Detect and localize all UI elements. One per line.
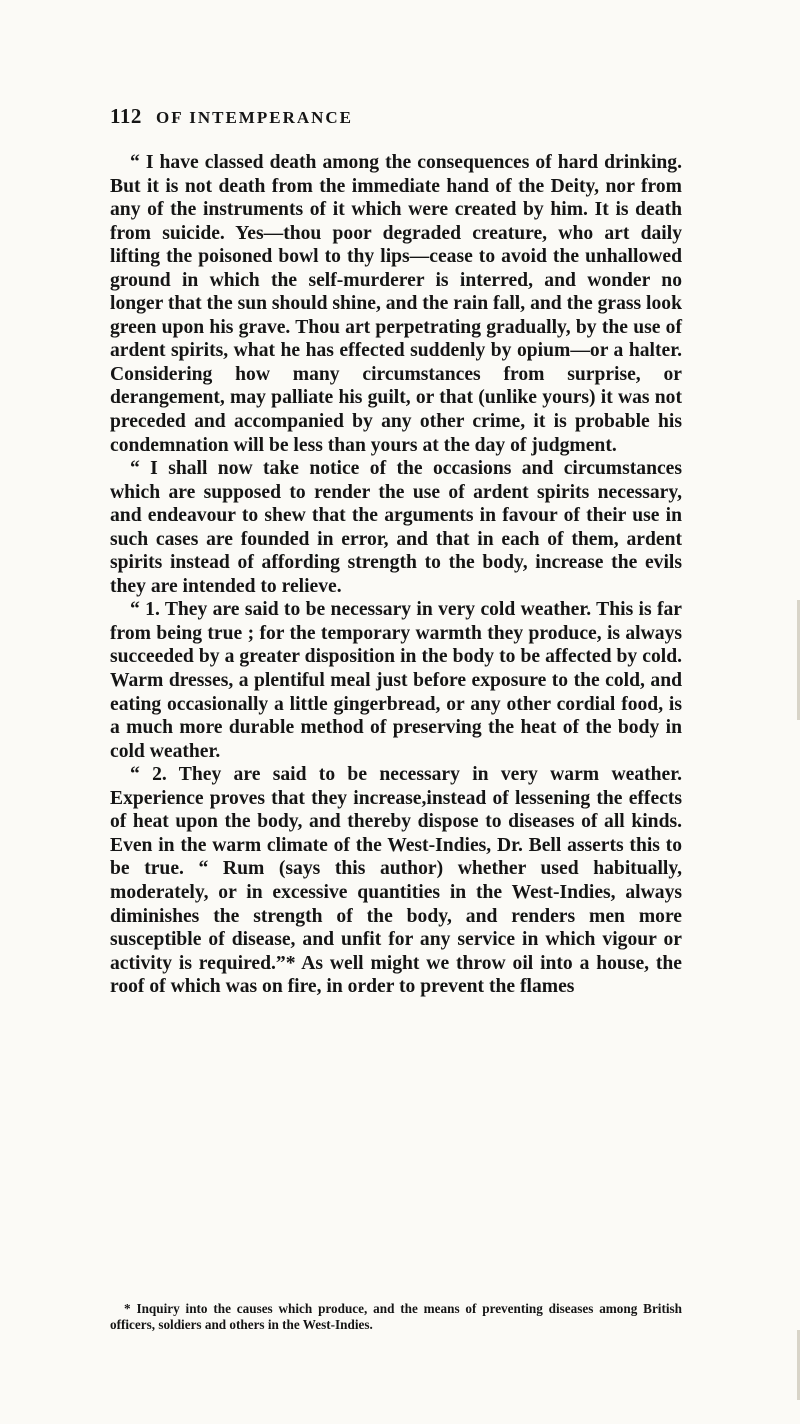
page-number: 112 [110,104,142,128]
body-text [110,151,682,999]
paragraph-occasions: “ I shall now take notice of the occasions and circumstances which are supposed to render the use of ardent spirits necessary, and endeavour to shew that the arguments in favour of their use in such cases are founded in error, and that in each of them, ardent spirits instead of affording strength to the body, increase the evils they are intended to relieve. [110,458,682,597]
running-title: OF INTEMPERANCE [156,108,354,127]
paragraph-warm-weather: “ 2. They are said to be necessary in very warm weather. Experience proves that they increase,instead of lessening the effects of heat upon the body, and thereby dispose to diseases of all kinds. Even in the warm climate of the West-Indies, Dr. Bell asserts this to be true. “ Rum (says this author) whether used habitually, moderately, or in excessive quantities in the West-Indies, always diminishes the strength of the body, and renders men more susceptible of disease, and unfit for any service in which vigour or activity is required.”* As well might we throw oil into a house, the roof of which was on fire, in order to prevent the flames [110,764,682,998]
running-head [110,104,670,134]
footnote: * Inquiry into the causes which produce, and the means of preventing diseases among British officers, soldiers and others in the West-Indies. [110,1301,682,1332]
paragraph-suicide: “ I have classed death among the consequences of hard drinking. But it is not death from the immediate hand of the Deity, nor from any of the instruments of it which were created by him. It is death from suicide. Yes—thou poor degraded creature, who art daily lifting the poisoned bowl to thy lips—cease to avoid the unhallowed ground in which the self-murderer is interred, and wonder no longer that the sun should shine, and the rain fall, and the grass look green upon his grave. Thou art perpetrating gradually, by the use of ardent spirits, what he has effected suddenly by opium—or a halter. Considering how many circumstances from surprise, or derangement, may palliate his guilt, or that (unlike yours) it was not preceded and accompanied by any other crime, it is probable his condemnation will be less than yours at the day of judgment. [110,152,682,456]
paragraph-cold-weather: “ 1. They are said to be necessary in very cold weather. This is far from being true ; for the temporary warmth they produce, is always succeeded by a greater disposition in the body to be affected by cold. Warm dresses, a plentiful meal just before exposure to the cold, and eating occasionally a little gingerbread, or any other cordial food, is a much more durable method of preserving the heat of the body in cold weather. [110,599,682,762]
